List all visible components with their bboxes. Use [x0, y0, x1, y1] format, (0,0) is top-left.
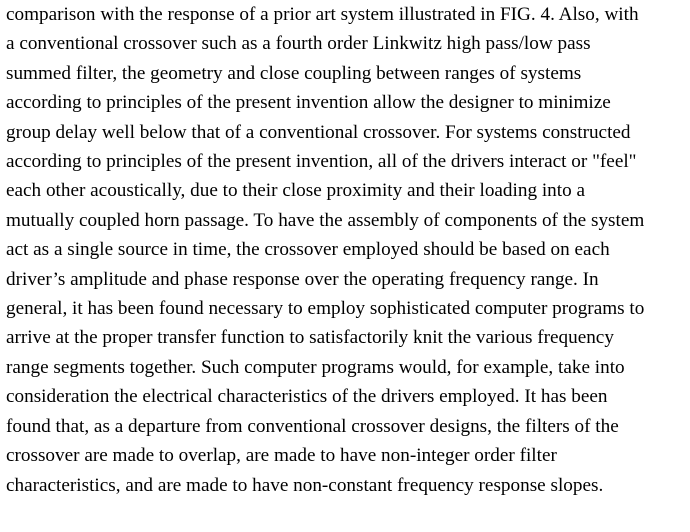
- text-line-17: characteristics, and are made to have non-constant frequency response slopes.: [6, 474, 604, 496]
- text-line-3: summed filter, the geometry and close coupling between ranges of systems: [6, 62, 582, 84]
- text-line-4: according to principles of the present invention allow the designer to minimize: [6, 92, 611, 114]
- text-line-10: driver’s amplitude and phase response over the operating frequency range. In: [6, 268, 599, 290]
- text-line-7: each other acoustically, due to their close proximity and their loading into a: [6, 180, 585, 202]
- text-line-12: arrive at the proper transfer function to satisfactorily knit the various frequency: [6, 327, 614, 349]
- text-line-6: according to principles of the present invention, all of the drivers interact or "feel": [6, 151, 637, 173]
- paragraph: [6, 0, 690, 500]
- text-line-15: found that, as a departure from conventional crossover designs, the filters of the: [6, 415, 619, 437]
- text-line-16: crossover are made to overlap, are made to have non-integer order filter: [6, 445, 557, 467]
- text-line-1: comparison with the response of a prior art system illustrated in FIG. 4. Also, with: [6, 4, 639, 25]
- text-line-2: a conventional crossover such as a fourth order Linkwitz high pass/low pass: [6, 33, 591, 55]
- text-line-8: mutually coupled horn passage. To have the assembly of components of the system: [6, 209, 645, 231]
- text-line-13: range segments together. Such computer programs would, for example, take into: [6, 356, 625, 378]
- text-line-9: act as a single source in time, the crossover employed should be based on each: [6, 239, 610, 261]
- text-line-11: general, it has been found necessary to employ sophisticated computer programs to: [6, 298, 645, 320]
- text-line-5: group delay well below that of a conventional crossover. For systems constructed: [6, 121, 631, 143]
- text-line-14: consideration the electrical characteristics of the drivers employed. It has been: [6, 386, 608, 408]
